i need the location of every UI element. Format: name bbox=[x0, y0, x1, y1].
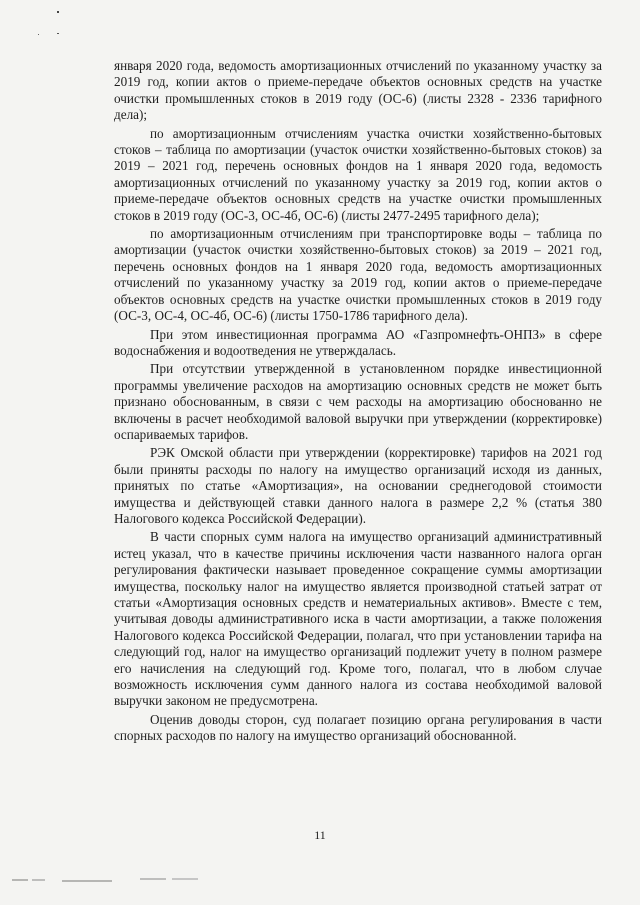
paragraph-8: Оценив доводы сторон, суд полагает позицию органа регулирования в части спорных расходов по налогу на имущество организаций обоснованной. bbox=[114, 711, 602, 744]
paragraph-7: В части спорных сумм налога на имущество организаций административный истец указал, что в качестве причины исключения части названного налога орган регулирования фактически называет проведенное сокращение суммы амортизации имущества, поскольку налог на имущество является производной статьей затрат от статьи «Амортизация основных средств и нематериальных активов». Вместе с тем, учитывая доводы административного иска в части амортизации, а также положения Налогового кодекса Российской Федерации, полагал, что при установлении тарифа на следующий год, налог на имущество организаций подлежит учету в полном размере его начисления на следующий год. Кроме того, полагал, что в любом случае возможность исключения сумм данного налога из состава необходимой валовой выручки законом не предусмотрена. bbox=[114, 529, 602, 709]
paragraph-6: РЭК Омской области при утверждении (корректировке) тарифов на 2021 год были приняты расходы по налогу на имущество организаций исходя из данных, принятых по статье «Амортизация», на основании среднегодовой стоимости имущества и действующей ставки данного налога в размере 2,2 % (статья 380 Налогового кодекса Российской Федерации). bbox=[114, 445, 602, 526]
document-body bbox=[114, 58, 602, 747]
paragraph-5: При отсутствии утвержденной в установленном порядке инвестиционной программы увеличение расходов на амортизацию основных средств не может быть признано обоснованным, в связи с чем расходы на амортизацию обоснованно не включены в расчет необходимой валовой выручки при утверждении (корректировке) оспариваемых тарифов. bbox=[114, 361, 602, 442]
paragraph-3: по амортизационным отчислениям при транспортировке воды – таблица по амортизации (участок очистки хозяйственно-бытовых стоков) за 2019 – 2021 год, перечень основных фондов на 1 января 2020 года, ведомость амортизационных отчислений по указанному участку за 2019 год, копии актов о приеме-передаче объектов основных средств на участке очистки промышленных стоков в 2019 году (ОС-3, ОС-4, ОС-4б, ОС-6) (листы 1750-1786 тарифного дела). bbox=[114, 226, 602, 324]
paragraph-1: января 2020 года, ведомость амортизационных отчислений по указанному участку за 2019 год, копии актов о приеме-передаче объектов основных средств на участке очистки промышленных стоков в 2019 году (ОС-6) (листы 2328 - 2336 тарифного дела); bbox=[114, 58, 602, 123]
paragraph-2: по амортизационным отчислениям участка очистки хозяйственно-бытовых стоков – таблица по амортизации (участок очистки хозяйственно-бытовых стоков) за 2019 – 2021 год, перечень основных фондов на 1 января 2020 года, ведомость амортизационных отчислений по указанному участку за 2019 год, копии актов о приеме-передаче объектов основных средств на участке очистки промышленных стоков в 2019 году (ОС-3, ОС-4б, ОС-6) (листы 2477-2495 тарифного дела); bbox=[114, 125, 602, 223]
paragraph-4: При этом инвестиционная программа АО «Газпромнефть-ОНПЗ» в сфере водоснабжения и водоотведения не утверждалась. bbox=[114, 326, 602, 358]
page-number: 11 bbox=[314, 828, 326, 842]
